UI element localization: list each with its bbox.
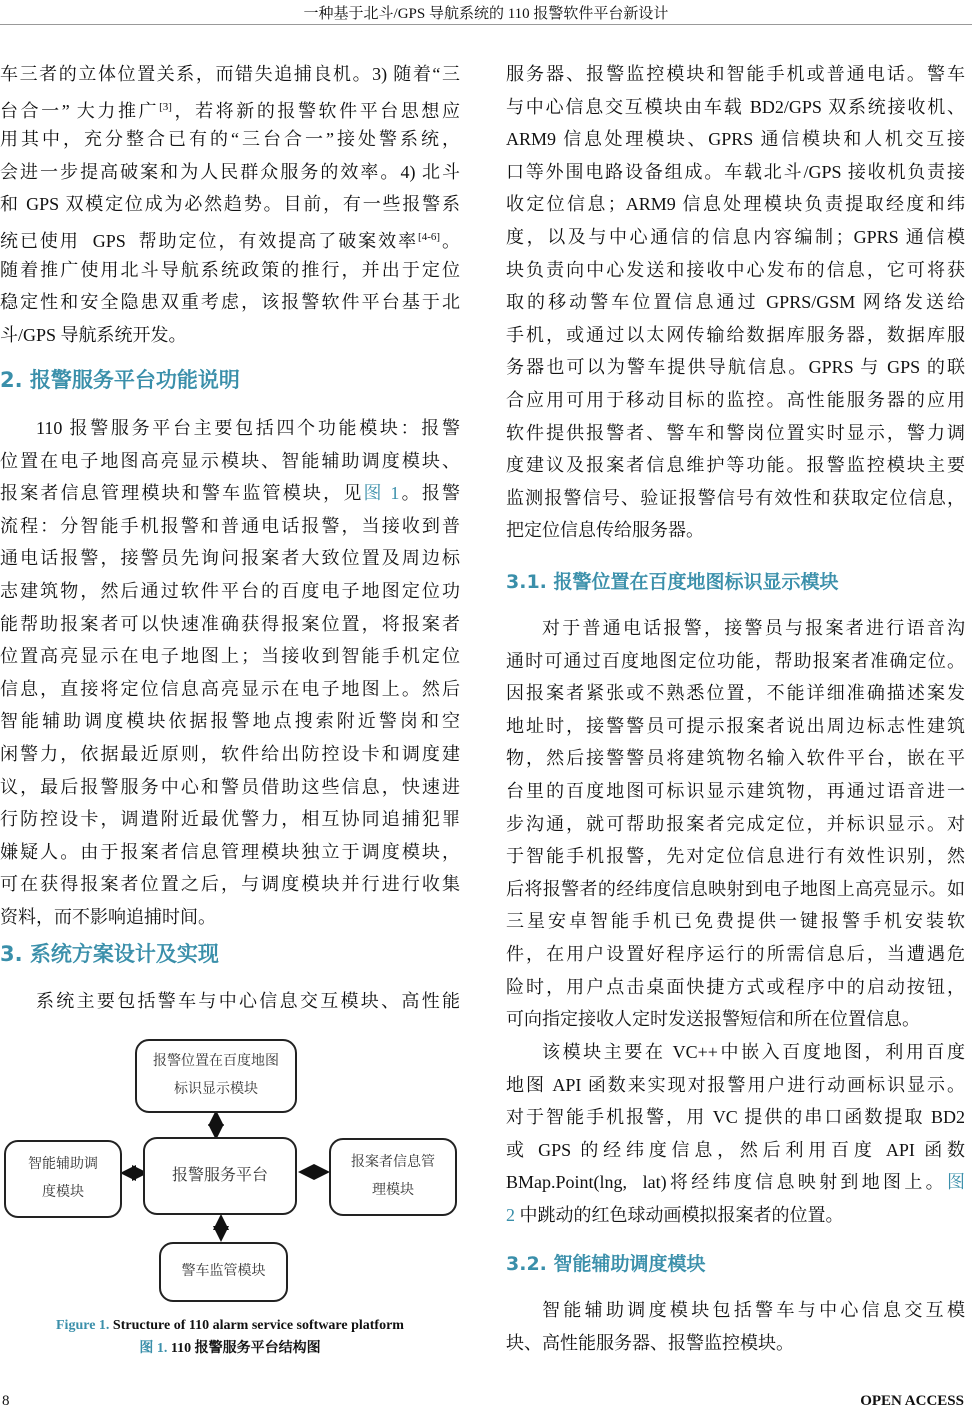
- text-line: 物，然后接警警员将建筑物名输入软件平台，嵌在平: [506, 748, 965, 769]
- text-segment: 。: [440, 230, 461, 251]
- text-line: 地址时，接警警员可提示报案者说出周边标志性建筑: [506, 715, 965, 736]
- figure-reference-link[interactable]: 图: [947, 1172, 965, 1193]
- box-dispatch-module: [4, 1140, 122, 1218]
- right-para-4: [506, 1294, 965, 1359]
- citation: [3]: [159, 100, 172, 113]
- page-number: 8: [2, 1393, 10, 1409]
- text-segment: ，若将新的报警软件平台思想应: [171, 100, 460, 121]
- open-access-label: OPEN ACCESS: [860, 1393, 964, 1409]
- text-line: 取的移动警车位置信息通过 GPRS/GSM 网络发送给: [506, 292, 965, 313]
- text-line: 度，以及与中心通信的信息内容编制；GPRS 通信模: [506, 226, 965, 247]
- section-heading-3: 3. 系统方案设计及实现: [0, 942, 219, 966]
- text-line: 资料，而不影响追捕时间。: [0, 906, 216, 927]
- text-line: 行防控设卡，调遣附近最优警力，相互协同追捕犯罪: [0, 809, 460, 830]
- text-line: 通电话报警，接警员先询问报案者大致位置及周边标: [0, 548, 460, 569]
- text-line: 块、高性能服务器、报警监控模块。: [506, 1332, 794, 1353]
- text-line: 可在获得报案者位置之后，与调度模块并行进行收集: [0, 874, 460, 895]
- text-line: 随着推广使用北斗导航系统政策的推行，并出于定位: [0, 259, 460, 280]
- right-para-1: [506, 58, 965, 547]
- text-line: 地图 API 函数来实现对报警用户进行动画标识显示。: [506, 1074, 965, 1095]
- text-line: 因报案者紧张或不熟悉位置，不能详细准确描述案发: [506, 683, 965, 704]
- text-line: 口等外围电路设备组成。车载北斗/GPS 接收机负责接: [506, 161, 965, 182]
- text-line: 信息，直接将定位信息高亮显示在电子地图上。然后: [0, 678, 460, 699]
- figure-reference-link[interactable]: 图 1: [363, 483, 400, 504]
- box-label: 度模块: [42, 1185, 84, 1200]
- text-line: 位置高亮显示在电子地图上；当接收到智能手机定位: [0, 646, 460, 667]
- text-line: 志建筑物，然后通过软件平台的百度电子地图定位功: [0, 580, 460, 601]
- text-segment: BMap.Point(lng, lat)将经纬度信息映射到地图上。: [506, 1172, 947, 1193]
- text-line: 监测报警信号、验证报警信号有效性和获取定位信息，: [506, 487, 965, 508]
- figure-caption-zh: [0, 1337, 460, 1357]
- box-label: 标识显示模块: [174, 1082, 258, 1097]
- text-line: 软件提供报警者、警车和警岗位置实时显示，警力调: [506, 422, 965, 443]
- text-line: 通时可通过百度地图定位功能，帮助报案者准确定位。: [506, 650, 965, 671]
- text-segment: 台合一” 大力推广: [0, 100, 160, 121]
- figure-caption-en: [0, 1318, 460, 1334]
- text-line: 斗/GPS 导航系统开发。: [0, 324, 187, 345]
- box-alarm-service-platform: 报警服务平台: [143, 1137, 297, 1215]
- text-segment: 中跳动的红色球动画模拟报案者的位置。: [515, 1204, 844, 1225]
- text-line: 与中心信息交互模块由车载 BD2/GPS 双系统接收机、: [506, 96, 965, 117]
- running-title: 一种基于北斗/GPS 导航系统的 110 报警软件平台新设计: [303, 6, 669, 22]
- text-line: 对于智能手机报警，用 VC 提供的串口函数提取 BD2: [506, 1107, 965, 1128]
- text-line: 对于普通电话报警，接警员与报案者进行语音沟: [542, 618, 965, 638]
- text-line: 服务器、报警监控模块和智能手机或普通电话。警车: [506, 64, 965, 84]
- text-line: 险时，用户点击桌面快捷方式或程序中的启动按钮，: [506, 976, 965, 997]
- text-line: 台里的百度地图可标识显示建筑物，再通过语音进一: [506, 780, 965, 801]
- text-line: [506, 1199, 965, 1232]
- figure-label: 图 1.: [139, 1341, 168, 1356]
- text-line: 闲警力，依据最近原则，软件给出防控设卡和调度建: [0, 743, 460, 764]
- citation: [4-6]: [418, 230, 441, 243]
- text-line: 三星安卓智能手机已免费提供一键报警手机安装软: [506, 911, 965, 932]
- figure-reference-link[interactable]: 2: [506, 1204, 515, 1225]
- box-label: 报警位置在百度地图: [153, 1054, 279, 1069]
- text-line: 嫌疑人。由于报案者信息管理模块独立于调度模块，: [0, 841, 460, 862]
- right-para-2: [506, 612, 965, 1036]
- text-line: 步沟通，就可帮助报案者完成定位，并标识显示。对: [506, 813, 965, 834]
- text-line: 把定位信息传给服务器。: [506, 520, 704, 541]
- text-line: 车三者的立体位置关系，而错失追捕良机。3) 随着“三: [0, 64, 460, 84]
- box-label: 理模块: [372, 1183, 414, 1198]
- figure-label: Figure 1.: [56, 1318, 110, 1333]
- box-label: 报案者信息管: [351, 1155, 435, 1170]
- text-line: 110 报警服务平台主要包括四个功能模块：报警: [36, 418, 460, 438]
- text-line: 该模块主要在 VC++中嵌入百度地图，利用百度: [542, 1042, 965, 1062]
- box-label: 智能辅助调: [28, 1157, 98, 1172]
- text-line: [506, 1166, 965, 1199]
- section-heading-3-2: 3.2. 智能辅助调度模块: [506, 1253, 706, 1275]
- text-line: 后将报警者的经纬度信息映射到电子地图上高亮显示。如: [506, 878, 965, 899]
- text-line: 件，在用户设置好程序运行的所需信息后，当遭遇危: [506, 943, 965, 964]
- text-line: 位置在电子地图高亮显示模块、智能辅助调度模块、: [0, 450, 460, 471]
- text-segment: 报案者信息管理模块和警车监管模块，见: [0, 483, 364, 504]
- text-segment: 统已使用 GPS 帮助定位，有效提高了破案效率: [0, 230, 419, 251]
- box-reporter-info-module: [329, 1138, 457, 1216]
- text-line: 合应用可用于移动目标的监控。高性能服务器的应用: [506, 389, 965, 410]
- text-line: 可向指定接收人定时发送报警短信和所在位置信息。: [506, 1009, 920, 1030]
- text-line: 能帮助报案者可以快速准确获得报案位置，将报案者: [0, 613, 460, 634]
- text-line: 收定位信息；ARM9 信息处理模块负责提取经度和纬: [506, 194, 965, 215]
- caption-text: Structure of 110 alarm service software platform: [109, 1318, 404, 1333]
- box-map-display-module: [135, 1039, 297, 1113]
- text-line: 务器也可以为警车提供导航信息。GPRS 与 GPS 的联: [506, 357, 965, 378]
- text-line: 智能辅助调度模块包括警车与中心信息交互模: [542, 1300, 965, 1320]
- text-line: 手机，或通过以太网传输给数据库服务器，数据库服: [506, 324, 965, 345]
- text-line: 智能辅助调度模块依据报警地点搜索附近警岗和空: [0, 711, 460, 732]
- text-line: 议，最后报警服务中心和警员借助这些信息，快速进: [0, 776, 460, 797]
- text-line: 会进一步提高破案和为人民群众服务的效率。4) 北斗: [0, 161, 460, 182]
- text-line: 系统主要包括警车与中心信息交互模块、高性能: [36, 991, 460, 1011]
- text-line: 块负责向中心发送和接收中心发布的信息，它可将获: [506, 259, 965, 280]
- text-line: 用其中，充分整合已有的“三台合一”接处警系统，: [0, 129, 460, 150]
- caption-text: 110 报警服务平台结构图: [167, 1341, 321, 1356]
- text-line: 或 GPS 的经纬度信息，然后利用百度 API 函数: [506, 1139, 965, 1160]
- text-line: 稳定性和安全隐患双重考虑，该报警软件平台基于北: [0, 292, 460, 313]
- right-para-3: [506, 1036, 965, 1232]
- box-police-car-module: 警车监管模块: [159, 1242, 288, 1302]
- text-line: 于智能手机报警，先对定位信息进行有效性识别，然: [506, 846, 965, 867]
- section-heading-2: 2. 报警服务平台功能说明: [0, 368, 240, 392]
- text-line: ARM9 信息处理模块、GPRS 通信模块和人机交互接: [506, 129, 965, 150]
- text-line: 和 GPS 双模定位成为必然趋势。目前，有一些报警系: [0, 194, 460, 215]
- section-heading-3-1: 3.1. 报警位置在百度地图标识显示模块: [506, 571, 839, 593]
- text-segment: 。报警: [399, 483, 461, 504]
- text-line: 流程：分智能手机报警和普通电话报警，当接收到普: [0, 515, 460, 536]
- text-line: 度建议及报案者信息维护等功能。报警监控模块主要: [506, 455, 965, 476]
